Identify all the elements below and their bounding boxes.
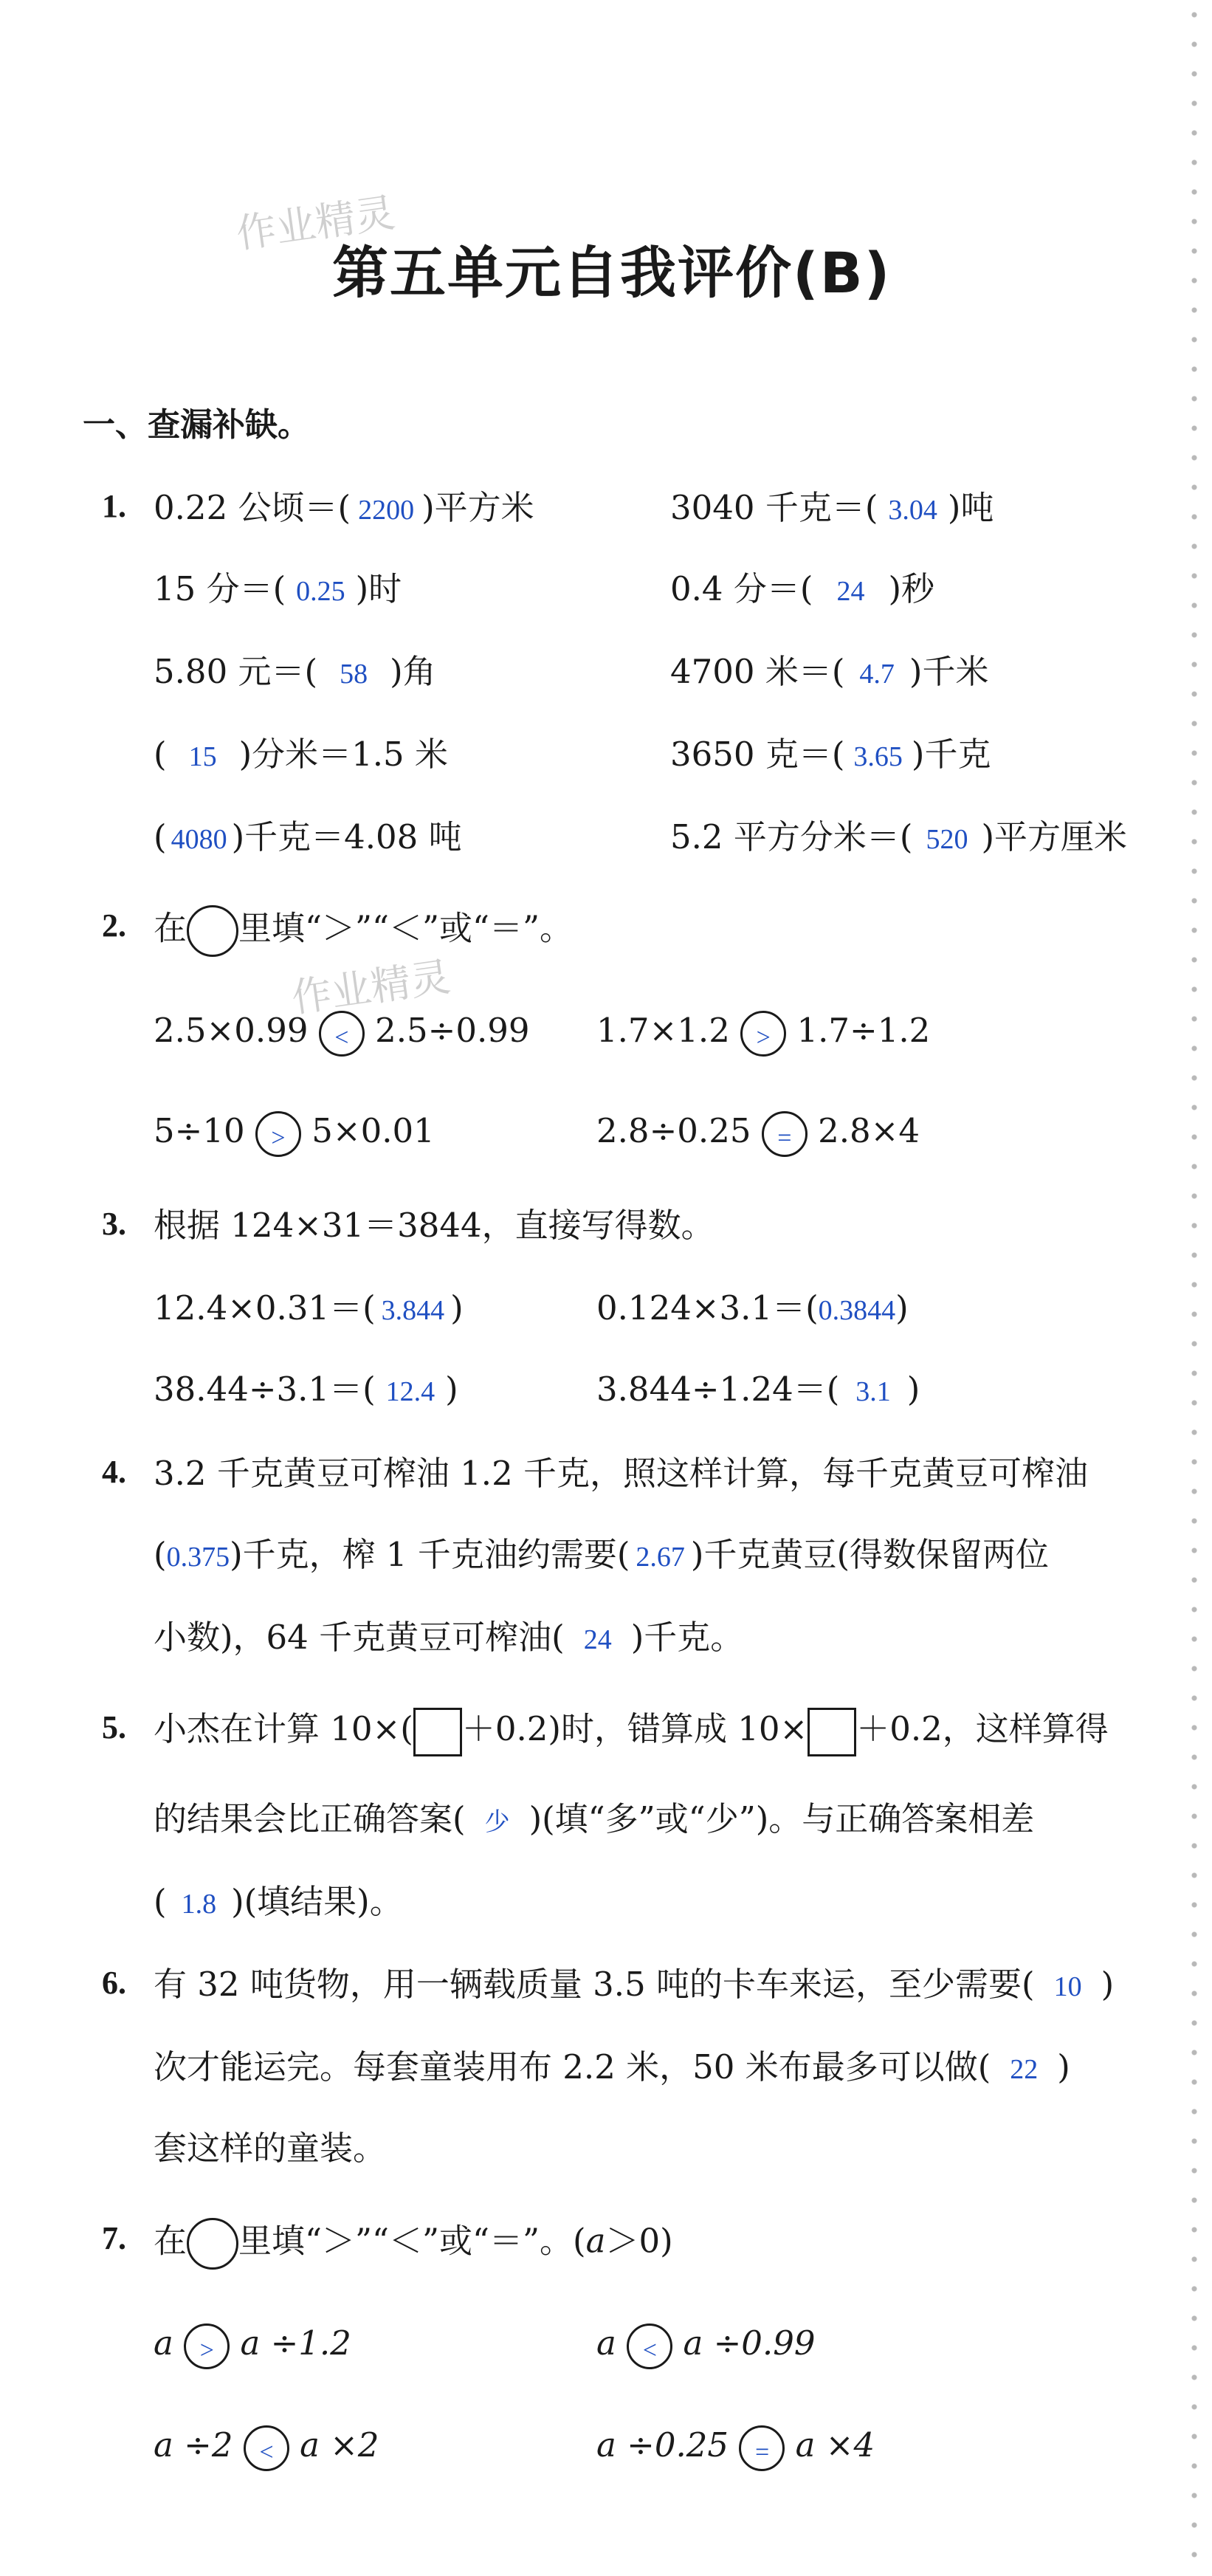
q1-item: 4700 米＝( 4.7 )千米 — [670, 652, 989, 691]
watermark: 作业精灵 — [233, 189, 398, 258]
q3-item: 12.4×0.31＝( 3.844 ) — [154, 1288, 464, 1328]
section-heading: 一、查漏补缺。 — [83, 406, 310, 444]
q7-item: a ÷2 < a ×2 — [154, 2423, 379, 2471]
q2-stem: 在 里填“＞”“＜”或“＝”。 — [154, 905, 573, 957]
answer-circle: < — [244, 2425, 289, 2471]
q1-item: 5.80 元＝( 58 )角 — [154, 652, 436, 691]
q7-item: a < a ÷0.99 — [596, 2321, 816, 2369]
q5-line: ( 1.8 )(填结果)。 — [154, 1882, 403, 1921]
q1-item: 3040 千克＝( 3.04 )吨 — [670, 488, 994, 527]
q2-item: 2.5×0.99 < 2.5÷0.99 — [154, 1009, 530, 1057]
q1-item: 5.2 平方分米＝( 520 )平方厘米 — [670, 817, 1127, 856]
q3-item: 38.44÷3.1＝( 12.4 ) — [154, 1370, 458, 1409]
q1-item: 3650 克＝( 3.65 )千克 — [670, 735, 991, 774]
answer-circle: < — [627, 2323, 672, 2369]
question-number: 1. — [102, 488, 126, 524]
answer-circle: = — [739, 2425, 785, 2471]
page-title: 第五单元自我评价(B) — [332, 240, 892, 306]
q5-line: 的结果会比正确答案( 少 )(填“多”或“少”)。与正确答案相差 — [154, 1799, 1035, 1838]
watermark: 作业精灵 — [289, 953, 453, 1022]
q3-item: 0.124×3.1＝(0.3844) — [596, 1288, 909, 1328]
q6-line: 套这样的童装。 — [154, 2129, 387, 2168]
q2-item: 5÷10 > 5×0.01 — [154, 1109, 435, 1157]
q6-line: 次才能运完。每套童装用布 2.2 米，50 米布最多可以做( 22 ) — [154, 2047, 1070, 2086]
answer-circle: > — [740, 1011, 786, 1057]
question-number: 6. — [102, 1965, 126, 2001]
q5-line: 小杰在计算 10×( ＋0.2)时，错算成 10× ＋0.2，这样算得 — [154, 1707, 1109, 1756]
blank-box — [413, 1708, 462, 1756]
q4-line: 3.2 千克黄豆可榨油 1.2 千克，照这样计算，每千克黄豆可榨油 — [154, 1454, 1089, 1493]
q1-item: 0.4 分＝( 24 )秒 — [670, 569, 934, 608]
answer-circle: > — [184, 2323, 230, 2369]
q1-item: 0.22 公顷＝( 2200 )平方米 — [154, 488, 534, 527]
q1-item: ( 15 )分米＝1.5 米 — [154, 735, 448, 774]
blank-circle — [187, 905, 238, 957]
q4-line: (0.375)千克，榨 1 千克油约需要( 2.67 )千克黄豆(得数保留两位 — [154, 1535, 1050, 1574]
answer-circle: < — [319, 1011, 365, 1057]
question-number: 7. — [102, 2220, 126, 2256]
q7-item: a > a ÷1.2 — [154, 2321, 351, 2369]
q4-line: 小数)，64 千克黄豆可榨油( 24 )千克。 — [154, 1618, 744, 1657]
blank-circle — [187, 2218, 238, 2270]
q6-line: 有 32 吨货物，用一辆载质量 3.5 吨的卡车来运，至少需要( 10 ) — [154, 1965, 1115, 2004]
q7-item: a ÷0.25 = a ×4 — [596, 2423, 875, 2471]
question-number: 4. — [102, 1454, 126, 1490]
q3-item: 3.844÷1.24＝( 3.1 ) — [596, 1370, 920, 1409]
question-number: 3. — [102, 1206, 126, 1242]
q2-item: 1.7×1.2 > 1.7÷1.2 — [596, 1009, 930, 1057]
question-number: 2. — [102, 907, 126, 944]
binding-edge — [1190, 0, 1199, 2576]
question-number: 5. — [102, 1709, 126, 1745]
q2-item: 2.8÷0.25 = 2.8×4 — [596, 1109, 920, 1157]
q1-item: 15 分＝( 0.25 )时 — [154, 569, 402, 608]
q1-item: ( 4080 )千克＝4.08 吨 — [154, 817, 462, 856]
blank-box — [808, 1708, 856, 1756]
q7-stem: 在 里填“＞”“＜”或“＝”。(a＞0) — [154, 2218, 673, 2270]
answer-circle: > — [255, 1111, 301, 1157]
q3-stem: 根据 124×31＝3844，直接写得数。 — [154, 1206, 715, 1245]
answer-circle: = — [762, 1111, 808, 1157]
